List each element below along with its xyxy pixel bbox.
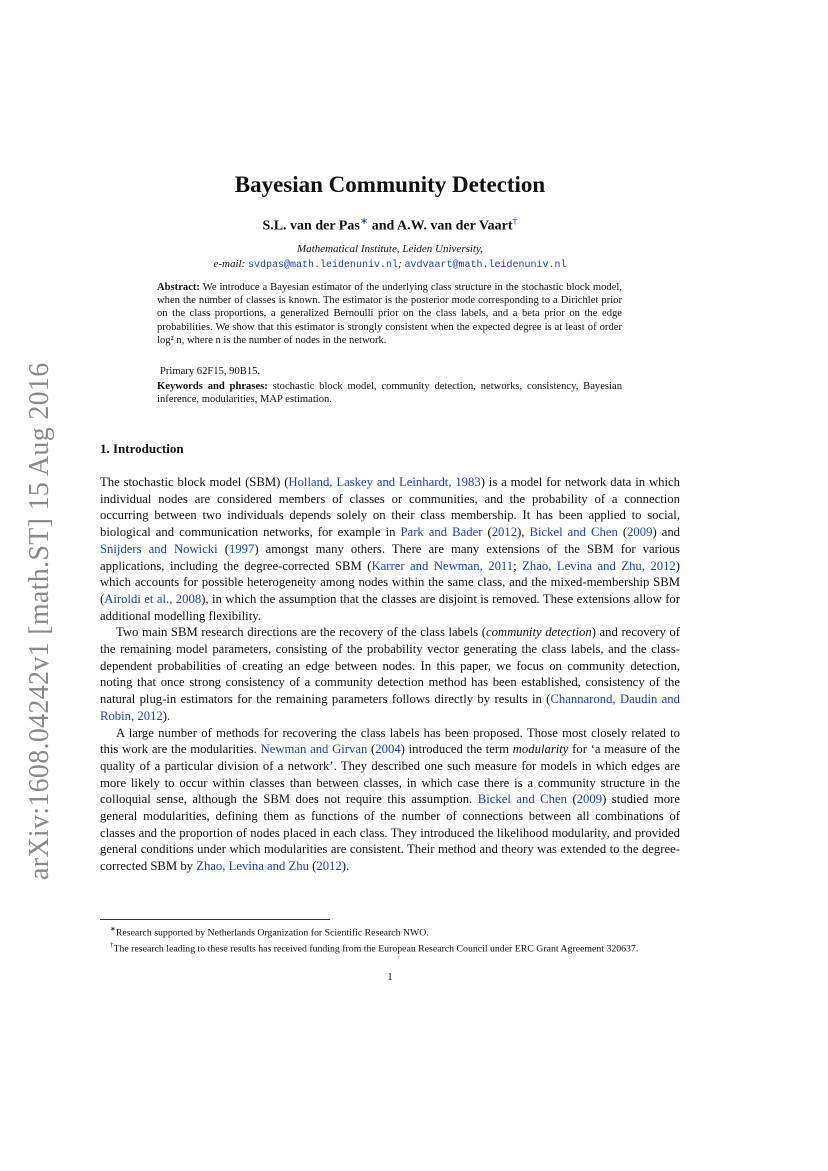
text-run: ) which accounts for possible heterogeneity among nodes within the same class, and the mixed-membership SBM ( [100, 558, 681, 606]
text-run: ). [341, 859, 350, 874]
footnote-text: Research supported by Netherlands Organization for Scientific Research NWO. [115, 927, 429, 939]
citation-link[interactable]: Karrer and Newman, 2011 [371, 558, 514, 573]
author-name: A.W. van der Vaart [397, 218, 513, 234]
citation-link[interactable]: 2009 [576, 792, 603, 807]
paper-title: Bayesian Community Detection [234, 172, 546, 197]
footnote-mark[interactable]: ∗ [359, 216, 369, 227]
author-line [100, 216, 680, 235]
footnote [100, 939, 680, 955]
text-run: ; [513, 558, 523, 573]
email-line [100, 257, 680, 273]
footnote-mark: † [110, 941, 114, 950]
emphasis: modularity [512, 742, 569, 757]
citation-link[interactable]: 2009 [627, 525, 653, 540]
text-run: A large number of methods for recovering the class labels has been proposed. Those most closely related to this work are the modularities. [100, 725, 680, 757]
email-separator: ; [398, 258, 405, 270]
footnote-text: The research leading to these results has received funding from the European Research Council under ERC Grant Agreement 320637. [113, 943, 639, 955]
paragraph [100, 725, 680, 875]
abstract-label: Abstract: [157, 282, 200, 293]
email-link[interactable]: avdvaart@math.leidenuniv.nl [404, 260, 567, 271]
text-run: ( [617, 525, 628, 540]
text-run: The stochastic block model (SBM) ( [100, 475, 289, 489]
citation-link[interactable]: Bickel and Chen [529, 525, 618, 540]
institute-name: Mathematical Institute, Leiden University, [296, 243, 484, 255]
text-run: ), in which the assumption that the classes are disjoint is removed. These extensions allow for additional modelling flexibility. [100, 591, 681, 623]
affiliation [100, 242, 680, 273]
email-link[interactable]: svdpas@math.leidenuniv.nl [248, 260, 399, 271]
text-run: ( [566, 792, 577, 807]
emphasis: community detection [485, 625, 592, 640]
author-conjunction: and [368, 218, 398, 234]
keywords-label: Keywords and phrases: [157, 381, 268, 392]
text-run: ( [482, 525, 492, 540]
paragraph [100, 624, 680, 724]
citation-link[interactable]: Airoldi et al., 2008 [104, 591, 202, 606]
citation-link[interactable]: Bickel and Chen [477, 792, 567, 807]
citation-link[interactable]: 2012 [491, 525, 518, 540]
abstract-text: We introduce a Bayesian estimator of the underlying class structure in the stochastic block model, when the number of classes is known. The estimator is the posterior mode corresponding to a Dirichlet prior on the class proportions, a generalized Bernoulli prior on the class labels, and a beta prior on the edge probabilities. We show that this estimator is strongly consistent when the expected degree is at least of order log² n, where n is the number of nodes in the network. [157, 282, 622, 346]
citation-link[interactable]: Channarond, Daudin and Robin, 2012 [100, 692, 680, 723]
text-run: ) is a model for network data in which individual nodes are considered members of classes or communities, and the probability of a connection occurring between two individuals depends solely on their class membership. It has been applied to social, biological and communication networks, for example in [100, 475, 680, 540]
citation-link[interactable]: 1997 [228, 541, 255, 556]
abstract [157, 281, 622, 347]
text-run: Two main SBM research directions are the recovery of the class labels ( [116, 625, 486, 640]
body-text [100, 474, 680, 875]
email-label: e-mail: [213, 258, 249, 270]
text-run: ) and recovery of the remaining model parameters, consisting of the probability vector generating the class labels, and the class-dependent probabilities of creating an edge between nodes. In this paper, we focus on community detection, noting that once strong consistency of a community detection method has been established, consistency of the natural plug-in estimators for the remaining parameters follows directly by results in ( [100, 625, 681, 707]
citation-link[interactable]: Zhao, Levina and Zhu, 2012 [522, 558, 676, 573]
keywords-text: stochastic block model, community detection, networks, consistency, Bayesian inference, modularities, MAP estimation. [157, 381, 623, 406]
page-number: 1 [387, 971, 393, 983]
text-run: ), [517, 525, 530, 540]
citation-link[interactable]: 2012 [316, 859, 342, 874]
footnote-mark: ∗ [110, 925, 116, 933]
text-run: ( [217, 541, 229, 556]
citation-link[interactable]: Park and Bader [400, 525, 483, 540]
footnotes [100, 923, 680, 956]
text-run: ). [162, 708, 171, 723]
text-run: ) and [652, 525, 681, 540]
text-run: ( [308, 859, 317, 874]
author-name: S.L. van der Pas [262, 218, 360, 234]
text-run: ) introduced the term [400, 742, 513, 757]
citation-link[interactable]: Newman and Girvan [260, 742, 368, 757]
citation-link[interactable]: 2004 [375, 742, 401, 757]
footnote-mark[interactable]: † [512, 216, 518, 227]
citation-link[interactable]: Holland, Laskey and Leinhardt, 1983 [288, 475, 481, 489]
citation-link[interactable]: Snijders and Nowicki [100, 541, 218, 556]
text-run: ( [367, 742, 376, 757]
keywords [157, 380, 622, 406]
citation-link[interactable]: Zhao, Levina and Zhu [196, 859, 309, 874]
msc-classification: Primary 62F15, 90B15. [160, 366, 261, 377]
text-run: ) amongst many others. There are many extensions of the SBM for various applications, including the degree-corrected SBM ( [100, 541, 680, 573]
paragraph [100, 474, 680, 624]
footnote-divider [100, 919, 330, 920]
arxiv-identifier-stamp: arXiv:1608.04242v1 [math.ST] 15 Aug 2016 [24, 362, 55, 880]
footnote [100, 923, 680, 939]
text-run: ) studied more general modularities, defining them as functions of the number of connections between all combinations of classes and the proportion of nodes placed in each class. They introduced the likelihood modularity, and provided general conditions under which modularities are consistent. Their method and theory was extended to the degree-corrected SBM by [100, 792, 680, 874]
section-heading: 1. Introduction [100, 441, 184, 456]
text-run: for ‘a measure of the quality of a particular division of a network’. They described one such measure for models in which edges are more likely to occur within classes than between classes, in which case there is a community structure in the colloquial sense, although the SBM does not require this assumption. [100, 742, 680, 807]
